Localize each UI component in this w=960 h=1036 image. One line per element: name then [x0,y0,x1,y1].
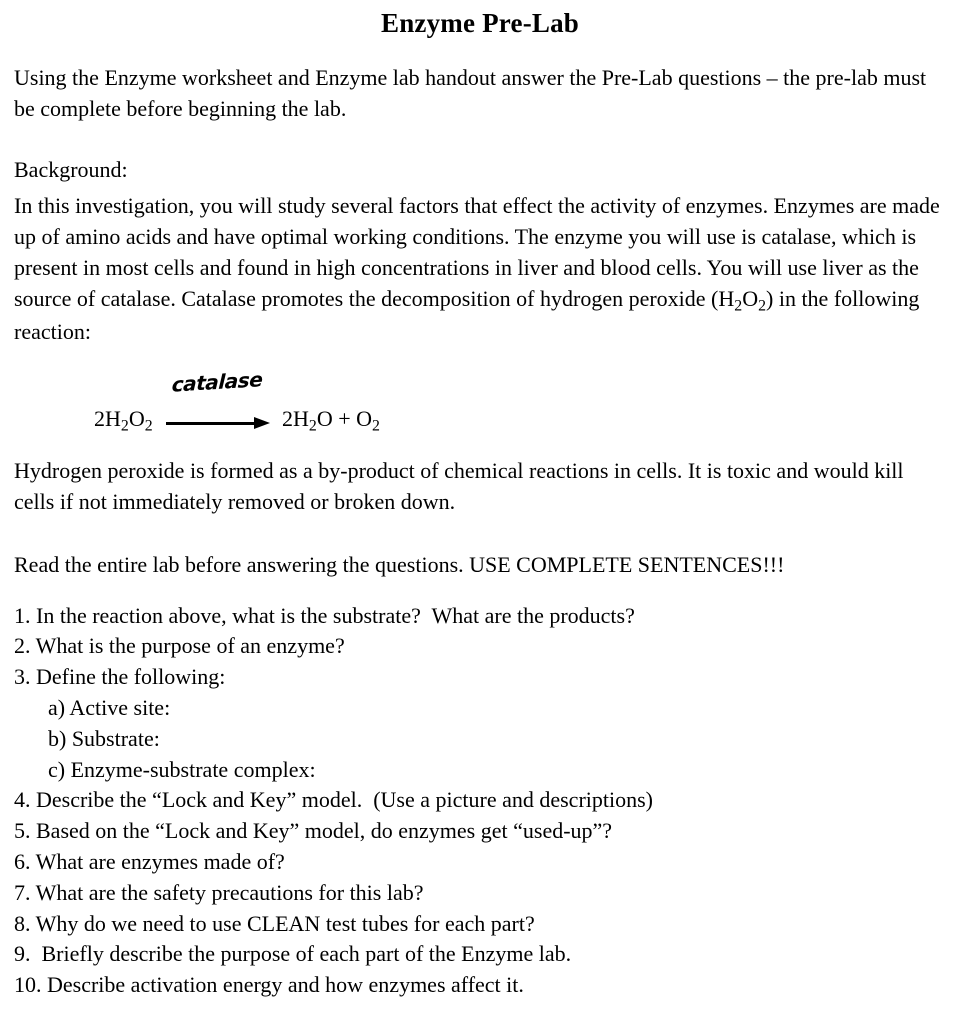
reaction-equation [14,364,946,450]
question-list [14,601,946,1001]
list-item: 5. Based on the “Lock and Key” model, do enzymes get “used-up”? [14,818,613,844]
reactant-sub-2: 2 [144,417,153,435]
list-item: b) Substrate: [48,725,160,751]
page-title: Enzyme Pre-Lab [380,8,580,38]
background-sub-b: 2 [758,297,766,315]
product-prefix: 2H [282,406,309,432]
list-item: c) Enzyme-substrate complex: [48,756,316,782]
background-heading: Background: [14,156,128,182]
list-item: 6. What are enzymes made of? [14,848,285,874]
list-item: 9. Briefly describe the purpose of each part of the Enzyme lab. [14,941,572,967]
background-text-part-1: In this investigation, you will study several factors that effect the activity of enzymes. Enzymes are made up of amino acids and have optimal working conditions. The enzyme you will use is catalase, which is present in most cells and found in high concentrations in liver and blood cells. You will use liver as the source of catalase. Catalase promotes the decomposition of hydrogen peroxide (H [14,193,940,311]
peroxide-paragraph: Hydrogen peroxide is formed as a by-product of chemical reactions in cells. It is toxic and would kill cells if not immediately removed or broken down. [14,458,904,515]
reactant-sub-1: 2 [120,417,129,435]
reaction-arrow-icon [166,418,272,430]
list-item: 1. In the reaction above, what is the substrate? What are the products? [14,602,635,628]
list-item: 8. Why do we need to use CLEAN test tubes for each part? [14,910,535,936]
intro-paragraph: Using the Enzyme worksheet and Enzyme lab handout answer the Pre-Lab questions – the pre-lab must be complete before beginning the lab. [14,65,927,121]
list-item: 7. What are the safety precautions for this lab? [14,879,424,905]
instruction-paragraph: Read the entire lab before answering the questions. USE COMPLETE SENTENCES!!! [14,551,785,577]
catalase-label: catalase [171,367,263,397]
list-item: 4. Describe the “Lock and Key” model. (Use a picture and descriptions) [14,787,653,813]
reaction-product [282,406,380,435]
background-paragraph [14,191,946,348]
background-sub-a: 2 [734,297,743,315]
list-item: 3. Define the following: [14,664,226,690]
product-sub-2: 2 [372,417,380,435]
background-text-end: ) in the following reaction: [14,285,920,345]
reaction-reactant [94,406,153,435]
product-mid: O + O [316,406,372,432]
list-item: 2. What is the purpose of an enzyme? [14,633,345,659]
reactant-mid: O [128,406,145,432]
product-sub-1: 2 [308,417,317,435]
background-text-mid: O [742,285,759,311]
reactant-prefix: 2H [94,406,121,432]
list-item: 10. Describe activation energy and how enzymes affect it. [14,972,524,998]
list-item: a) Active site: [48,695,171,720]
